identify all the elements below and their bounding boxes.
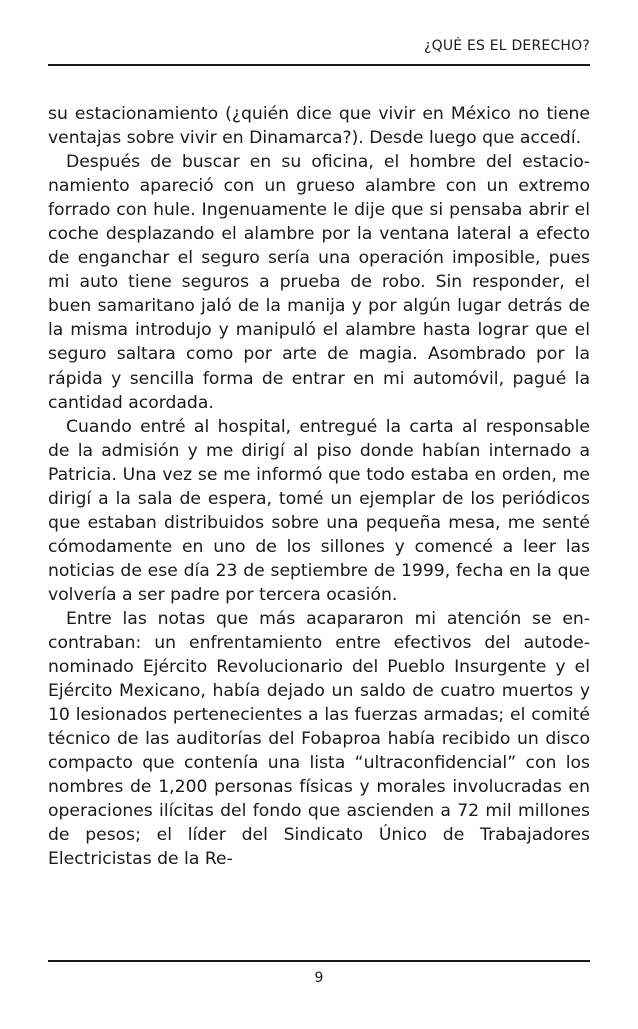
header-rule bbox=[48, 64, 590, 66]
paragraph: Entre las notas que más acapararon mi atención se encontraban: un enfrentamiento entre efectivos del autodenominado Ejército Revolucionario del Pueblo Insurgente y el Ejército Mexicano, había dejado un saldo de cuatro muertos y 10 lesionados pertenecientes a las fuerzas armadas; el comité técnico de las auditorías del Fobaproa había recibido un disco compacto que contenía una lista “ultraconfidencial” con los nombres de 1,200 personas físicas y morales involucradas en operaciones ilícitas del fondo que ascienden a 72 mil millones de pesos; el líder del Sindicato Único de Trabajadores Electricistas de la Re- bbox=[48, 608, 590, 870]
body-text bbox=[48, 102, 590, 872]
paragraph-continuation: su estacionamiento (¿quién dice que vivir en México no tiene ventajas sobre vivir en Dinamarca?). Desde luego que accedí. bbox=[48, 104, 590, 149]
paragraph: Cuando entré al hospital, entregué la carta al responsable de la admisión y me dirigí al piso donde habían internado a Patricia. Una vez se me informó que todo estaba en orden, me dirigí a la sala de espera, tomé un ejemplar de los periódicos que estaban distribuidos sobre una pequeña mesa, me senté cómodamente en uno de los sillones y comencé a leer las noticias de ese día 23 de septiembre de 1999, fecha en la que volvería a ser padre por tercera ocasión. bbox=[48, 416, 590, 605]
footer-rule bbox=[48, 960, 590, 962]
paragraph: Después de buscar en su oficina, el hombre del estacionamiento apareció con un grueso alambre con un extremo forrado con hule. Ingenuamente le dije que si pensaba abrir el coche desplazando el alambre por la ventana lateral a efecto de enganchar el seguro sería una operación imposible, pues mi auto tiene seguros a prueba de robo. Sin responder, el buen samaritano jaló de la manija y por algún lugar detrás de la misma introdujo y manipuló el alambre hasta lograr que el seguro saltara como por arte de magia. Asombrado por la rápida y sencilla forma de entrar en mi automóvil, pagué la cantidad acordada. bbox=[48, 152, 590, 413]
running-header: ¿QUÉ ES EL DERECHO? bbox=[423, 38, 590, 54]
page-number: 9 bbox=[314, 970, 324, 986]
